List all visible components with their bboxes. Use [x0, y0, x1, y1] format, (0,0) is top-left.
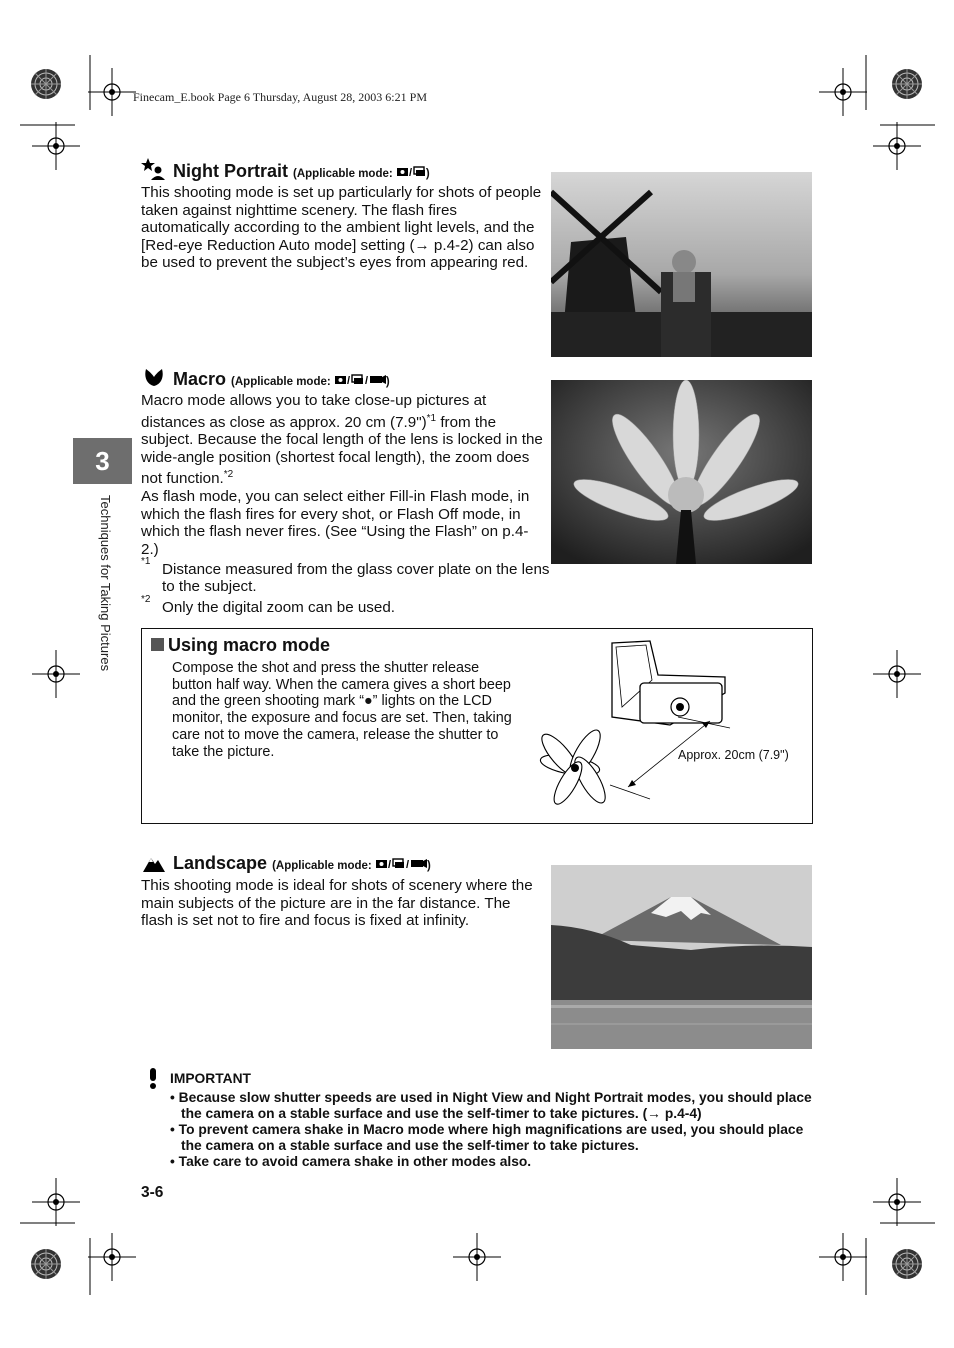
important-title: IMPORTANT: [170, 1071, 251, 1086]
macro-p1b: from the subject. Because the focal length of the lens is locked in the wide-angle position (shortest focal length), the zoom does not function.: [141, 413, 543, 488]
footnote-2-mark: *2: [141, 594, 151, 605]
applicable-close: ): [426, 860, 431, 872]
landscape-icon: [143, 852, 165, 877]
important-list: [170, 1090, 820, 1170]
svg-text:/: /: [408, 167, 412, 177]
chapter-tab: 3: [73, 438, 132, 484]
mode-icons: [396, 165, 426, 177]
night-portrait-body: This shooting mode is set up particularly for shots of people taken against nighttime scenery. The flash fires automatically according to the ambient light levels, and the [Red-eye Reduction Auto mode] setting (→ p.4-2) can also be used to prevent the subject’s eyes from appearing red.: [141, 184, 542, 272]
landscape-title: [173, 853, 431, 874]
important-item: • Because slow shutter speeds are used in Night View and Night Portrait modes, you should place the camera on a stable surface and use the self-timer to take pictures. (→ p.4-4): [170, 1090, 812, 1121]
svg-text:/: /: [405, 859, 410, 869]
macro-distance-illustration: [530, 635, 810, 815]
macro-applicable: [231, 376, 390, 388]
mode-icons: [334, 373, 386, 385]
applicable-close: ): [385, 376, 390, 388]
macro-paragraph-1: [141, 392, 543, 488]
page-number: 3-6: [141, 1184, 164, 1201]
landscape-photo: [551, 865, 812, 1049]
night-portrait-photo: [551, 172, 812, 357]
using-macro-body: Compose the shot and press the shutter release button half way. When the camera gives a short beep and the green shooting mark “●” lights on the LCD monitor, the exposure and focus are set. Then, taking care not to move the camera, release the shutter to take the picture.: [172, 660, 512, 760]
landscape-applicable: [272, 860, 431, 872]
applicable-label: (Applicable mode:: [231, 376, 331, 388]
night-portrait-title-text: Night Portrait: [173, 161, 288, 181]
footnote-ref-2: *2: [223, 469, 234, 481]
mode-icons: [375, 857, 427, 869]
macro-title-text: Macro: [173, 369, 227, 389]
using-macro-title: [151, 635, 330, 656]
distance-label: Approx. 20cm (7.9"): [678, 748, 789, 762]
macro-paragraph-2: As flash mode, you can select either Fill-in Flash mode, in which the flash fires for every shot, or Flash Off mode, in which the flash never fires. (See “Using the Flash” on p.4-2.): [141, 488, 530, 558]
night-portrait-applicable: [293, 168, 430, 180]
svg-text:/: /: [387, 859, 392, 869]
footnote-1-mark: *1: [141, 556, 151, 567]
macro-footnote-2: [141, 591, 551, 616]
macro-p1a: Macro mode allows you to take close-up pictures at distances as close as approx. 20 cm (7.9"): [141, 392, 487, 431]
important-icon: [147, 1068, 159, 1095]
landscape-body: This shooting mode is ideal for shots of scenery where the main subjects of the picture are in the far distance. The flash is set not to fire and focus is fixed at infinity.: [141, 877, 533, 930]
footnote-ref-1: *1: [426, 412, 437, 424]
night-portrait-title: [173, 161, 430, 182]
important-item: • To prevent camera shake in Macro mode where high magnifications are used, you should place the camera on a stable surface and use the self-timer to take pictures.: [170, 1122, 804, 1153]
square-bullet-icon: [151, 638, 164, 651]
svg-text:/: /: [346, 375, 350, 385]
macro-footnote-1: [141, 553, 551, 596]
chapter-label: Techniques for Taking Pictures: [98, 495, 113, 672]
applicable-label: (Applicable mode:: [293, 168, 393, 180]
landscape-title-text: Landscape: [173, 853, 268, 873]
macro-photo: [551, 380, 812, 564]
applicable-close: ): [425, 168, 430, 180]
macro-title: [173, 369, 390, 390]
footnote-2-text: Only the digital zoom can be used.: [162, 598, 396, 616]
macro-icon: [143, 366, 165, 393]
night-portrait-icon: [141, 158, 167, 185]
using-macro-title-text: Using macro mode: [168, 635, 331, 655]
print-header: Finecam_E.book Page 6 Thursday, August 28, 2003 6:21 PM: [133, 90, 427, 104]
footnote-1-text: Distance measured from the glass cover plate on the lens to the subject.: [162, 560, 550, 596]
svg-text:/: /: [364, 375, 368, 385]
important-item: • Take care to avoid camera shake in other modes also.: [170, 1154, 532, 1169]
applicable-label: (Applicable mode:: [272, 860, 372, 872]
macro-body: [141, 392, 543, 558]
